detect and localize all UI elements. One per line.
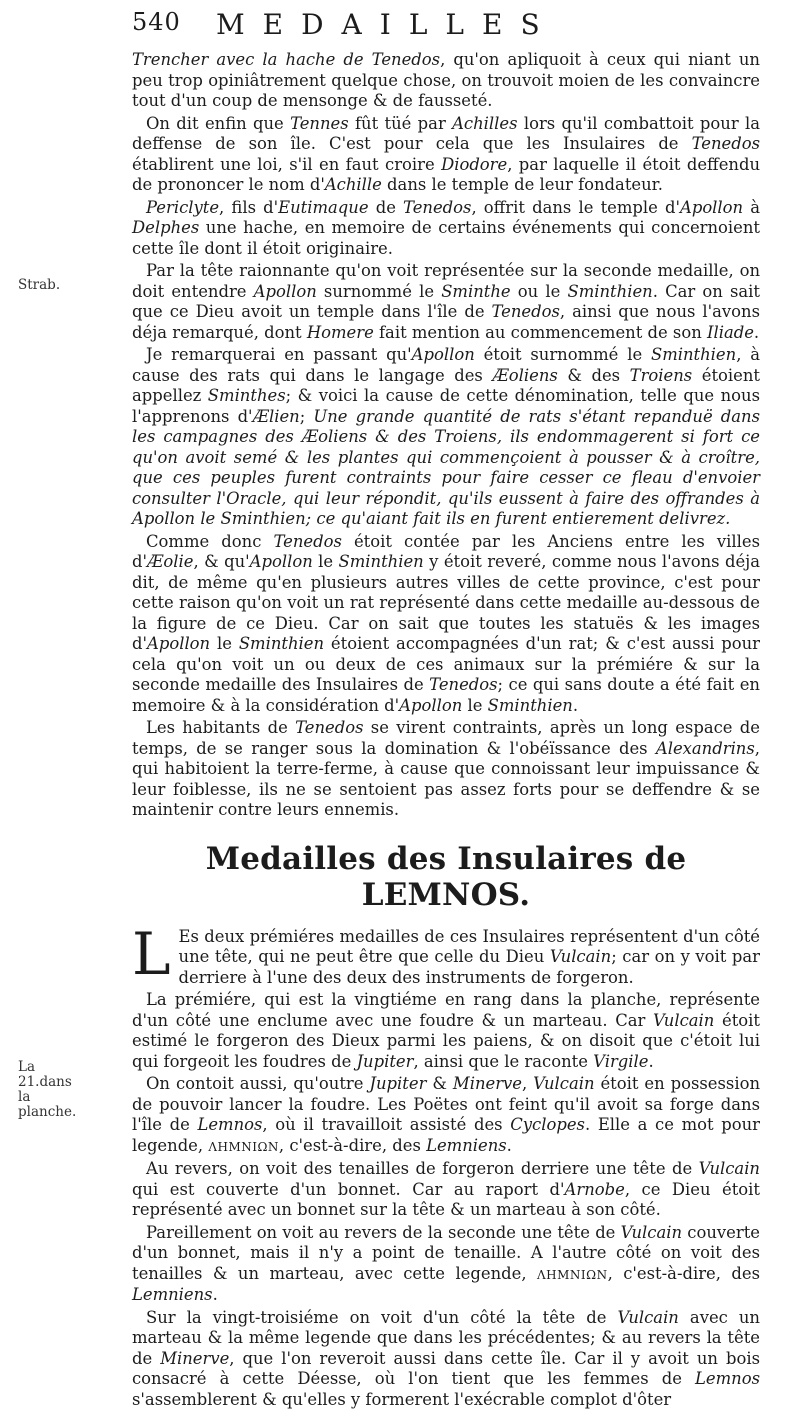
paragraph-11: Au revers, on voit des tenailles de forgeron derriere une tête de Vulcain qui est couverte d'un bonnet. Car au raport d'Arnobe, ce Dieu étoit représenté avec un bonnet sur la tête & un marteau à son côté. (132, 1159, 760, 1219)
paragraph-8: L Es deux prémiéres medailles de ces Insulaires représentent d'un côté une tête, qui ne peut être que celle du Dieu Vulcain; car on y voit par derriere à l'une des deux des instruments de forgeron. (132, 919, 760, 988)
text-column (132, 50, 760, 1412)
paragraph-2: On dit enfin que Tennes fût tüé par Achilles lors qu'il combattoit pour la deffense de son île. C'est pour cela que les Insulaires de Tenedos établirent une loi, s'il en faut croire Diodore, par laquelle il étoit deffendu de prononcer le nom d'Achille dans le temple de leur fondateur. (132, 113, 760, 194)
margin-note-strab: Strab. (18, 277, 61, 293)
page-number: 540 (132, 8, 181, 36)
paragraph-12: Pareillement on voit au revers de la seconde une tête de Vulcain couverte d'un bonnet, mais il n'y a point de tenaille. A l'autre côté on voit des tenailles & un marteau, avec cette legende, ΛΗΜΝΙΩΝ, c'est-à-dire, des Lemniens. (132, 1222, 761, 1304)
paragraph-6: Comme donc Tenedos étoit contée par les Anciens entre les villes d'Æolie, & qu'Apollon le Sminthien y étoit reveré, comme nous l'avons déja dit, de même qu'en plusieurs autres villes de cette province, c'est pour cette raison qu'on voit un rat représenté dans cette medaille au-dessous de la figure de ce Dieu. Car on sait que toutes les statuës & les images d'Apollon le Sminthien étoient accompagnées d'un rat; & c'est aussi pour cela qu'on voit un ou deux de ces animaux sur la prémiére & sur la seconde medaille des Insulaires de Tenedos; ce qui sans doute a été fait en memoire & à la considération d'Apollon le Sminthien. (132, 531, 760, 715)
running-title: MEDAILLES (216, 8, 558, 41)
paragraph-3: Periclyte, fils d'Eutimaque de Tenedos, offrit dans le temple d'Apollon à Delphes une hache, en memoire de certains événements qui concernoient cette île dont il étoit originaire. (132, 197, 761, 258)
paragraph-9: La prémiére, qui est la vingtiéme en rang dans la planche, représente d'un côté une enclume avec une foudre & un marteau. Car Vulcain étoit estimé le forgeron des Dieux parmi les paiens, & on disoit que c'étoit lui qui forgeoit les foudres de Jupiter, ainsi que le raconte Virgile. (132, 990, 760, 1071)
paragraph-13: Sur la vingt-troisiéme on voit d'un côté la tête de Vulcain avec un marteau & la même legende que dans les précédentes; & au revers la tête de Minerve, que l'on reveroit aussi dans cette île. Car il y avoit un bois consacré à cette Déesse, où l'on tient que les femmes de Lemnos s'assemblerent & qu'elles y formerent l'exécrable complot d'ôter (132, 1307, 760, 1409)
paragraph-10: On contoit aussi, qu'outre Jupiter & Minerve, Vulcain étoit en possession de pouvoir lancer la foudre. Les Poëtes ont feint qu'il avoit sa forge dans l'île de Lemnos, où il travailloit assisté des Cyclopes. Elle a ce mot pour legende, ΛΗΜΝΙΩΝ, c'est-à-dire, des Lemniens. (132, 1074, 760, 1155)
paragraph-4: Par la tête raionnante qu'on voit représentée sur la seconde medaille, on doit entendre Apollon surnommé le Sminthe ou le Sminthien. Car on sait que ce Dieu avoit un temple dans l'île de Tenedos, ainsi que nous l'avons déja remarqué, dont Homere fait mention au commencement de son Iliade. (132, 261, 760, 342)
margin-note-planche: La 21.dans la planche. (18, 1059, 77, 1120)
paragraph-7: Les habitants de Tenedos se virent contraints, après un long espace de temps, de se ranger sous la domination & l'obéïssance des Alexandrins, qui habitoient la terre-ferme, à cause que connoissant leur impuissance & leur foiblesse, ils ne se sentoient pas assez forts pour se deffendre & se maintenir contre leurs ennemis. (132, 718, 760, 819)
paragraph-1: Trencher avec la hache de Tenedos, qu'on apliquoit à ceux qui niant un peu trop opiniâtrement quelque chose, on trouvoit moien de les convaincre tout d'un coup de mensonge & de fausseté. (132, 50, 760, 110)
drop-cap: L (132, 919, 171, 988)
page-header (132, 8, 760, 48)
paragraph-5: Je remarquerai en passant qu'Apollon étoit surnommé le Sminthien, à cause des rats qui dans le langage des Æoliens & des Troiens étoient appellez Sminthes; & voici la cause de cette dénomination, telle que nous l'apprenons d'Ælien; Une grande quantité de rats s'étant repanduë dans les campagnes des Æoliens & des Troiens, ils endommagerent si fort ce qu'on avoit semé & les plantes qui commençoient à pousser & à croître, que ces peuples furent contraints pour faire cesser ce fleau d'envoier consulter l'Oracle, qui leur répondit, qu'ils eussent à faire des offrandes à Apollon le Sminthien; ce qu'aiant fait ils en furent entierement delivrez. (132, 345, 761, 528)
section-title: Medailles des Insulaires de LEMNOS. (205, 840, 687, 913)
